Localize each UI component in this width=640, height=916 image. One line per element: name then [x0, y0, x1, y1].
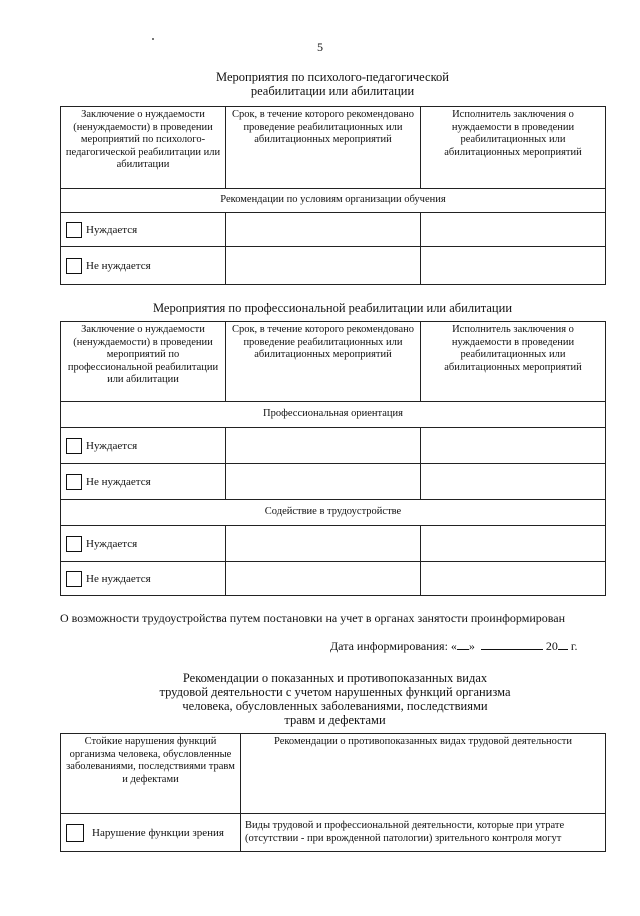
date-informed-line [330, 638, 610, 654]
section3-title [95, 671, 575, 727]
checkbox-needed[interactable] [66, 536, 82, 552]
option-label-not-needed: Не нуждается [86, 259, 151, 272]
table-header-conclusion: Заключение о нуждаемости (ненуждаемости) в проведении мероприятий по профессиональной реабилитации или абилитации [61, 322, 226, 402]
section3-title-line4: травм и дефектами [284, 713, 386, 727]
checkbox-needed[interactable] [66, 222, 82, 238]
option-label-needed: Нуждается [86, 439, 138, 452]
day-field[interactable] [457, 638, 469, 650]
option-label-needed: Нуждается [86, 537, 138, 550]
option-label-not-needed: Не нуждается [86, 475, 151, 488]
work-recommendations-table [60, 733, 606, 852]
prof-rehab-table [60, 321, 606, 596]
checkbox-needed[interactable] [66, 438, 82, 454]
year-field[interactable] [558, 638, 568, 650]
section2-title: Мероприятия по профессиональной реабилитации или абилитации [152, 301, 513, 315]
executor-cell[interactable] [421, 428, 606, 464]
date-label: Дата информирования: « [330, 639, 457, 653]
executor-cell[interactable] [421, 247, 606, 285]
vision-impairment-label: Нарушение функции зрения [92, 826, 224, 839]
table-header-term: Срок, в течение которого рекомендовано проведение реабилитационных или абилитационных мероприятий [226, 322, 421, 402]
checkbox-vision[interactable] [66, 824, 84, 842]
subsection-employment-assistance: Содействие в трудоустройстве [61, 500, 606, 526]
table-header-executor: Исполнитель заключения о нуждаемости в проведении реабилитационных или абилитационных мероприятий [421, 322, 606, 402]
option-row-not-needed [61, 247, 226, 285]
date-quote-close: » [468, 639, 475, 653]
checkbox-not-needed[interactable] [66, 571, 82, 587]
term-cell[interactable] [226, 428, 421, 464]
term-cell[interactable] [226, 464, 421, 500]
option-row-needed [61, 213, 226, 247]
option-row-needed [61, 428, 226, 464]
option-label-not-needed: Не нуждается [86, 572, 151, 585]
section3-title-line1: Рекомендации о показанных и противопоказанных видах [182, 671, 488, 685]
year-suffix: г. [570, 639, 578, 653]
option-label-needed: Нуждается [86, 223, 138, 236]
option-row-not-needed [61, 464, 226, 500]
table-header-term: Срок, в течение которого рекомендовано проведение реабилитационных или абилитационных мероприятий [226, 107, 421, 189]
executor-cell[interactable] [421, 213, 606, 247]
employment-info-text: О возможности трудоустройства путем постановки на учет в органах занятости проинформирован [60, 611, 566, 625]
option-row-needed [61, 526, 226, 562]
checkbox-not-needed[interactable] [66, 258, 82, 274]
vision-impairment-row [61, 814, 241, 852]
checkbox-not-needed[interactable] [66, 474, 82, 490]
table-header-conclusion: Заключение о нуждаемости (ненуждаемости) в проведении мероприятий по психолого-педагогической реабилитации или абилитации [61, 107, 226, 189]
year-prefix: 20 [545, 639, 558, 653]
term-cell[interactable] [226, 562, 421, 596]
term-cell[interactable] [226, 526, 421, 562]
section3-title-line3: человека, обусловленных заболеваниями, последствиями [182, 699, 488, 713]
table-header-executor: Исполнитель заключения о нуждаемости в проведении реабилитационных или абилитационных мероприятий [421, 107, 606, 189]
vision-recommendation-text: Виды трудовой и профессиональной деятельности, которые при утрате (отсутствии - при врожденной патологии) зрительного контроля могут [241, 814, 606, 852]
executor-cell[interactable] [421, 464, 606, 500]
option-row-not-needed [61, 562, 226, 596]
executor-cell[interactable] [421, 526, 606, 562]
section3-title-line2: трудовой деятельности с учетом нарушенных функций организма [159, 685, 511, 699]
term-cell[interactable] [226, 247, 421, 285]
section1-title [60, 70, 605, 98]
month-field[interactable] [481, 638, 543, 650]
term-cell[interactable] [226, 213, 421, 247]
psych-ped-table [60, 106, 606, 285]
subsection-learning-conditions: Рекомендации по условиям организации обучения [61, 189, 606, 213]
section1-title-line1: Мероприятия по психолого-педагогической [216, 70, 449, 84]
section1-title-line2: реабилитации или абилитации [250, 84, 415, 98]
table-header-contraindicated: Рекомендации о противопоказанных видах трудовой деятельности [241, 734, 606, 814]
subsection-prof-orientation: Профессиональная ориентация [61, 402, 606, 428]
table-header-impairments: Стойкие нарушения функций организма человека, обусловленные заболеваниями, последствиями травм и дефектами [61, 734, 241, 814]
executor-cell[interactable] [421, 562, 606, 596]
page-number: 5 [317, 40, 323, 54]
